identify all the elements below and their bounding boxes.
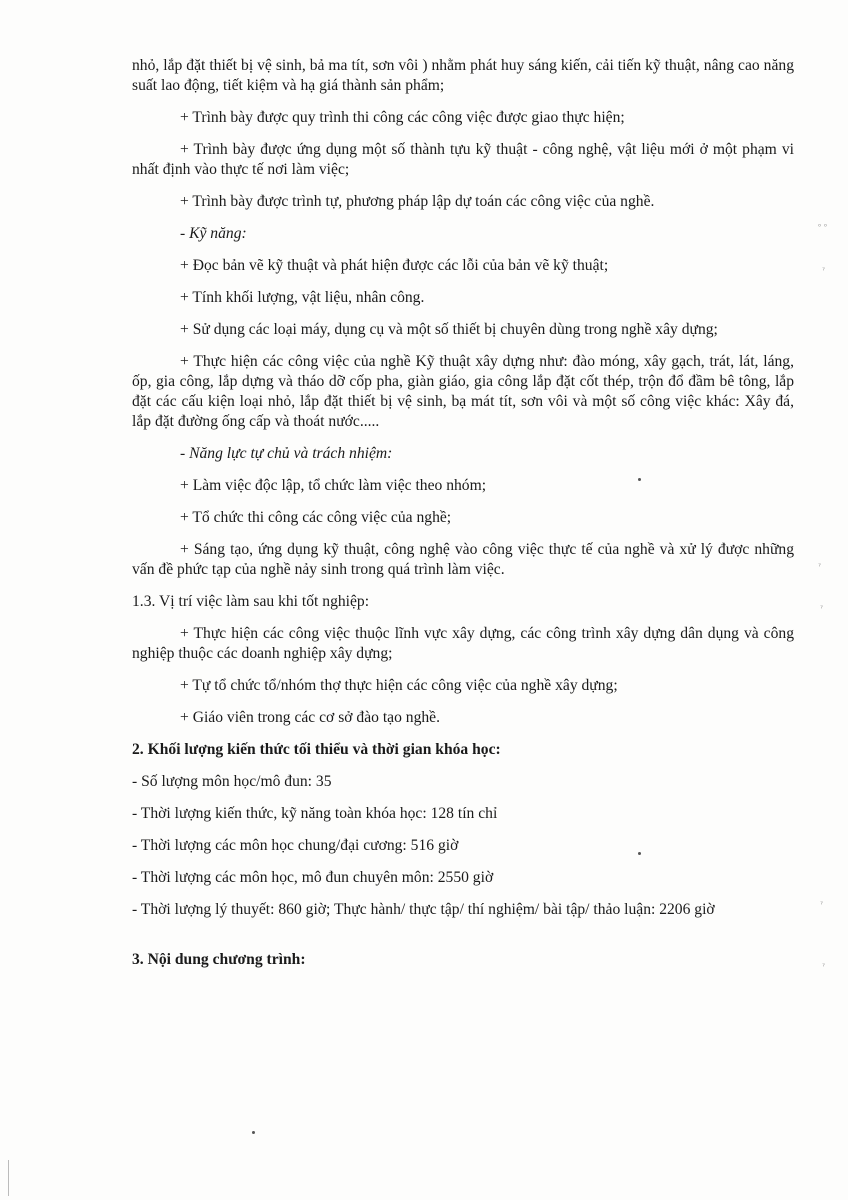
paragraph-job-teacher: + Giáo viên trong các cơ sở đào tạo nghề. bbox=[180, 709, 440, 726]
paragraph-theory-practice-hours: - Thời lượng lý thuyết: 860 giờ; Thực hành/ thực tập/ thí nghiệm/ bài tập/ thảo luận: 2206 giờ bbox=[132, 901, 715, 918]
margin-mark: ˀ bbox=[822, 266, 825, 275]
paragraph-knowledge-estimate: + Trình bày được trình tự, phương pháp lập dự toán các công việc của nghề. bbox=[180, 193, 655, 210]
paragraph-autonomy-teamwork: + Làm việc độc lập, tổ chức làm việc theo nhóm; bbox=[180, 477, 487, 494]
paragraph-autonomy-creativity: + Sáng tạo, ứng dụng kỹ thuật, công nghệ vào công việc thực tế của nghề và xử lý được những vấn đề phức tạp của nghề nảy sinh trong quá trình làm việc. bbox=[132, 541, 794, 578]
scan-speck bbox=[252, 1131, 255, 1134]
margin-mark: ˀ bbox=[818, 562, 821, 571]
heading-program-content: 3. Nội dung chương trình: bbox=[132, 951, 306, 968]
paragraph-skill-drawings: + Đọc bản vẽ kỹ thuật và phát hiện được các lỗi của bản vẽ kỹ thuật; bbox=[180, 257, 609, 274]
scan-edge-line bbox=[8, 1160, 9, 1196]
paragraph-specialized-hours: - Thời lượng các môn học, mô đun chuyên môn: 2550 giờ bbox=[132, 869, 494, 886]
paragraph-autonomy-organize: + Tổ chức thi công các công việc của nghề; bbox=[180, 509, 452, 526]
paragraph-job-construction: + Thực hiện các công việc thuộc lĩnh vực xây dựng, các công trình xây dựng dân dụng và công nghiệp thuộc các doanh nghiệp xây dựng; bbox=[132, 625, 794, 662]
heading-skills: - Kỹ năng: bbox=[180, 225, 247, 242]
margin-mark: ˀ bbox=[820, 604, 823, 613]
paragraph-skill-equipment: + Sử dụng các loại máy, dụng cụ và một số thiết bị chuyên dùng trong nghề xây dựng; bbox=[180, 321, 718, 338]
scan-speck bbox=[638, 852, 641, 855]
paragraph-total-credits: - Thời lượng kiến thức, kỹ năng toàn khóa học: 128 tín chỉ bbox=[132, 805, 498, 822]
paragraph-skill-quantities: + Tính khối lượng, vật liệu, nhân công. bbox=[180, 289, 425, 306]
margin-mark: ᵒ ᵒ bbox=[818, 222, 828, 231]
paragraph-knowledge-technology: + Trình bày được ứng dụng một số thành tựu kỹ thuật - công nghệ, vật liệu mới ở một phạm vi nhất định vào thực tế nơi làm việc; bbox=[132, 141, 794, 178]
margin-mark: ˀ bbox=[822, 962, 825, 971]
document-body bbox=[132, 56, 794, 982]
scan-speck bbox=[638, 478, 641, 481]
paragraph-continuation: nhỏ, lắp đặt thiết bị vệ sinh, bả ma tít, sơn vôi ) nhằm phát huy sáng kiến, cải tiến kỹ thuật, nâng cao năng suất lao động, tiết kiệm và hạ giá thành sản phẩm; bbox=[132, 57, 794, 94]
paragraph-general-hours: - Thời lượng các môn học chung/đại cương: 516 giờ bbox=[132, 837, 459, 854]
heading-job-positions: 1.3. Vị trí việc làm sau khi tốt nghiệp: bbox=[132, 593, 370, 610]
heading-course-volume: 2. Khối lượng kiến thức tối thiểu và thời gian khóa học: bbox=[132, 741, 501, 758]
paragraph-skill-construction-tasks: + Thực hiện các công việc của nghề Kỹ thuật xây dựng như: đào móng, xây gạch, trát, lát, láng, ốp, gia công, lắp dựng và tháo dỡ cốp pha, giàn giáo, gia công lắp đặt cốt thép, trộn đổ đầm bê tông, lắp đặt các cấu kiện loại nhỏ, lắp đặt thiết bị vệ sinh, bạ mát tít, sơn vôi và một số công việc khác: Xây đá, lắp đặt đường ống cấp và thoát nước..... bbox=[132, 353, 794, 430]
paragraph-knowledge-procedure: + Trình bày được quy trình thi công các công việc được giao thực hiện; bbox=[180, 109, 625, 126]
heading-autonomy-responsibility: - Năng lực tự chủ và trách nhiệm: bbox=[180, 445, 393, 462]
paragraph-job-self-organize: + Tự tổ chức tổ/nhóm thợ thực hiện các công việc của nghề xây dựng; bbox=[180, 677, 618, 694]
paragraph-module-count: - Số lượng môn học/mô đun: 35 bbox=[132, 773, 332, 790]
margin-mark: ˀ bbox=[820, 900, 823, 909]
